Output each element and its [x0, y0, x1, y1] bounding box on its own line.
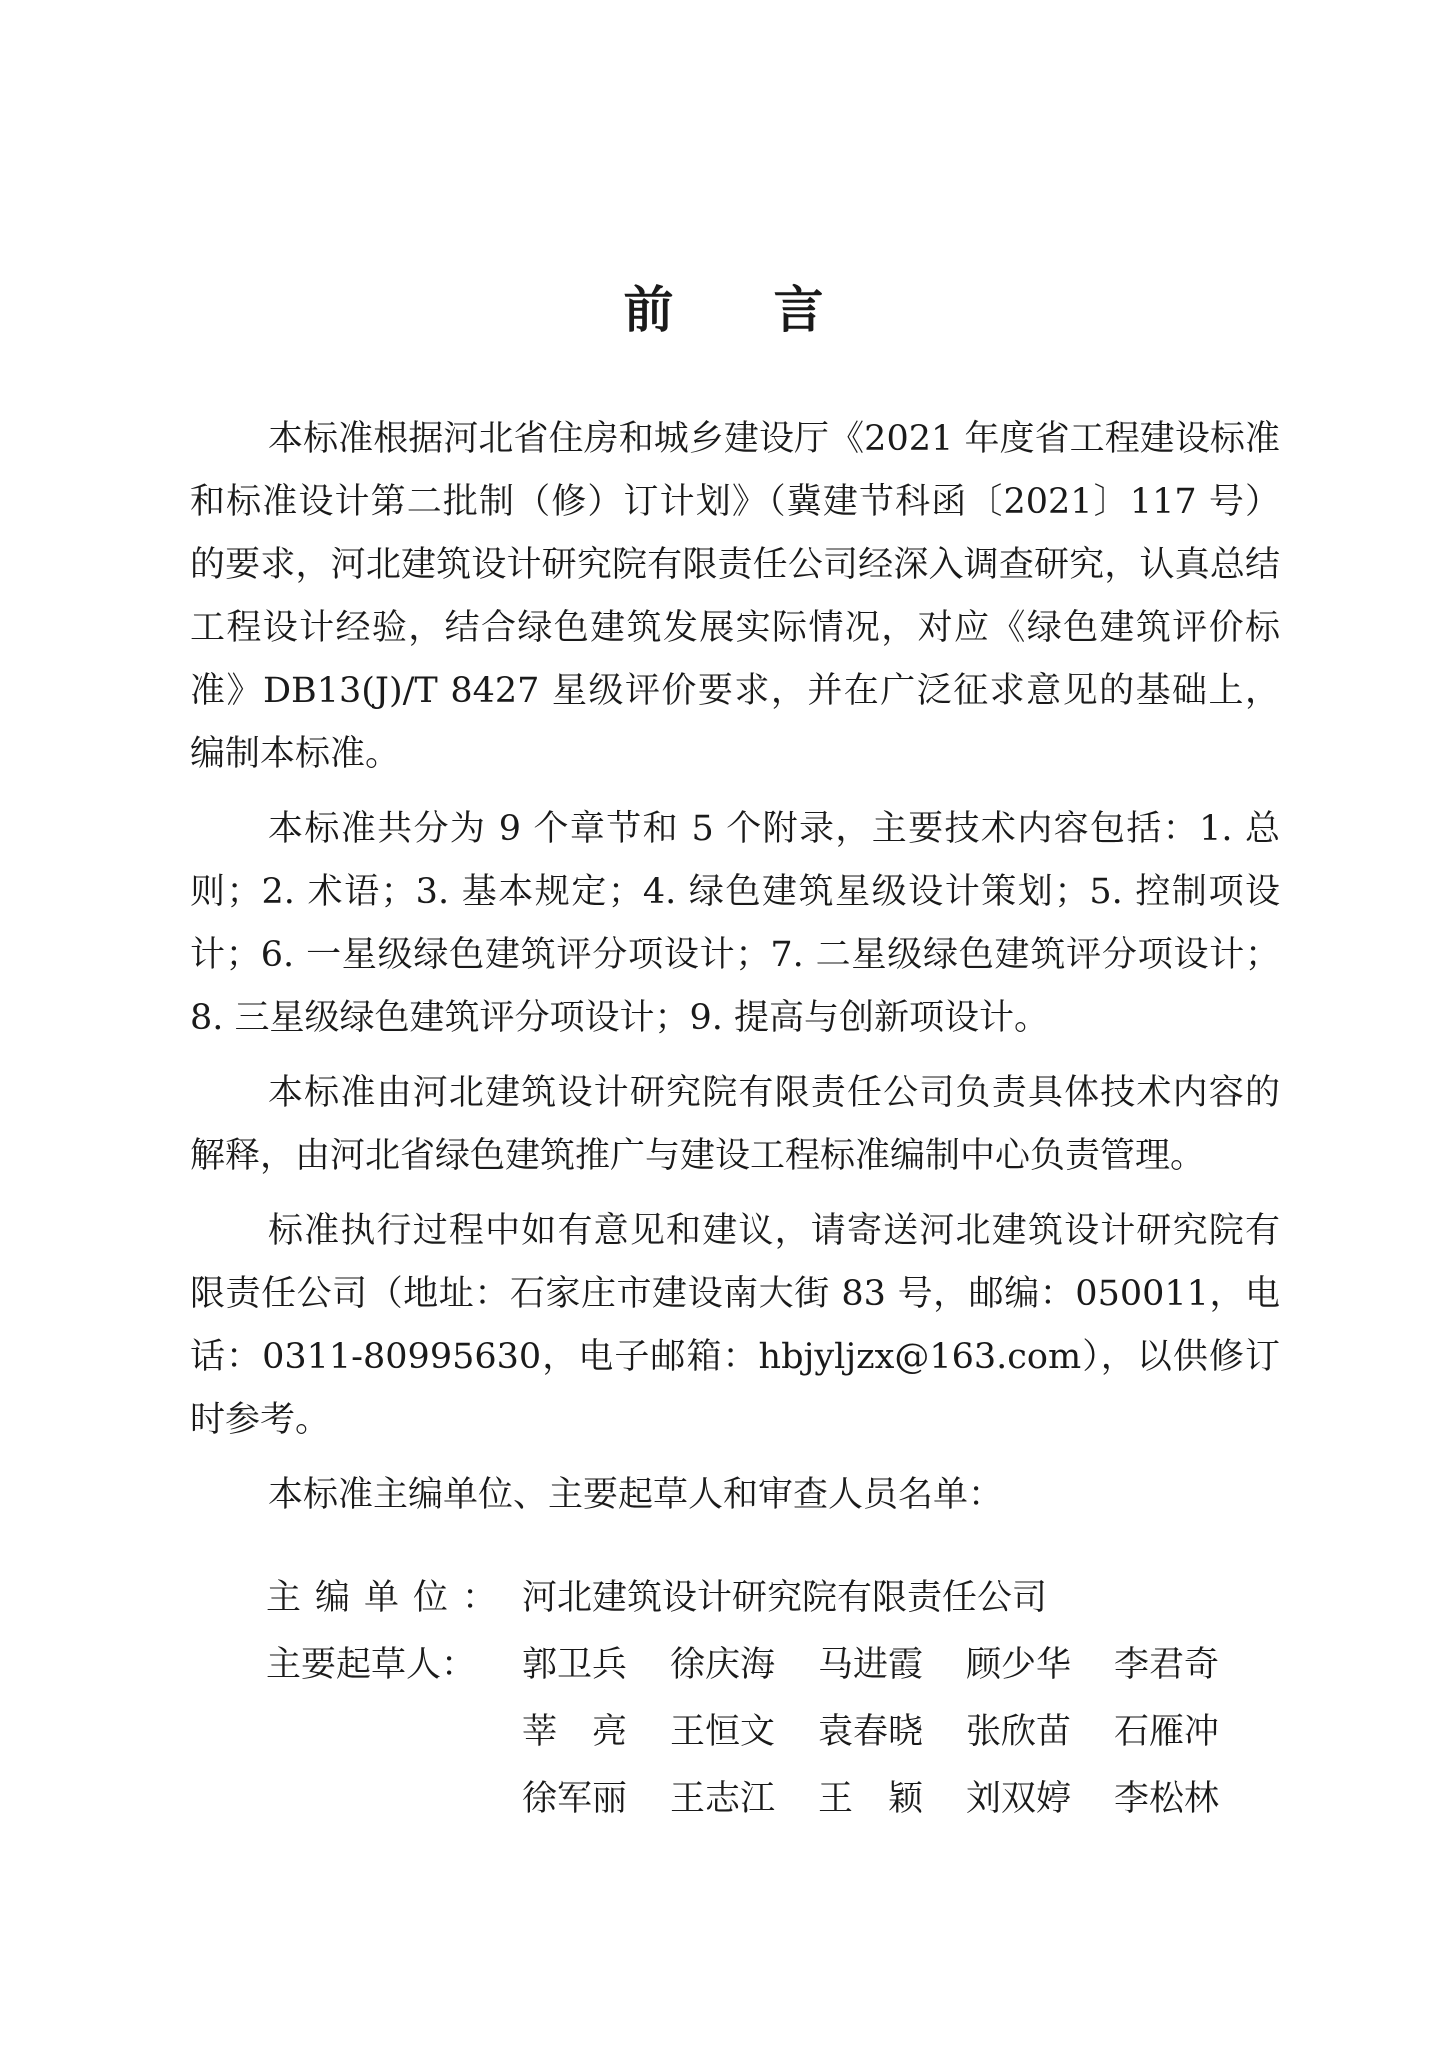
drafter-name: 郭卫兵 — [522, 1645, 628, 1685]
drafter-name: 马进霞 — [818, 1645, 924, 1685]
staff-list — [266, 1565, 1286, 1833]
drafters-label-spacer — [266, 1766, 522, 1833]
drafter-name: 王 颖 — [818, 1779, 924, 1819]
drafters-label-spacer — [266, 1699, 522, 1766]
drafter-names — [522, 1699, 1286, 1766]
drafter-names — [522, 1766, 1286, 1833]
drafters-row — [266, 1632, 1286, 1699]
preface-body — [190, 408, 1280, 1541]
drafters-label: 主要起草人： — [266, 1645, 477, 1685]
drafter-name: 张欣苗 — [966, 1712, 1072, 1752]
drafter-name: 徐军丽 — [522, 1779, 628, 1819]
drafter-name: 徐庆海 — [670, 1645, 776, 1685]
paragraph-contents: 本标准共分为 9 个章节和 5 个附录，主要技术内容包括：1. 总则；2. 术语；3. 基本规定；4. 绿色建筑星级设计策划；5. 控制项设计；6. 一星级绿色建筑评分项设计；7. 二星级绿色建筑评分项设计；8. 三星级绿色建筑评分项设计；9. 提高与创新项设计。 — [190, 809, 1280, 1038]
drafter-name: 王志江 — [670, 1779, 776, 1819]
drafter-name: 顾少华 — [966, 1645, 1072, 1685]
drafter-names — [522, 1632, 1286, 1699]
drafter-name: 石雁冲 — [1114, 1712, 1220, 1752]
drafter-name: 莘 亮 — [522, 1712, 628, 1752]
paragraph-interpretation: 本标准由河北建筑设计研究院有限责任公司负责具体技术内容的解释，由河北省绿色建筑推广与建设工程标准编制中心负责管理。 — [190, 1073, 1280, 1176]
drafter-name: 李松林 — [1114, 1779, 1220, 1819]
drafters-row — [266, 1699, 1286, 1766]
drafter-name: 王恒文 — [670, 1712, 776, 1752]
drafter-name: 刘双婷 — [966, 1779, 1072, 1819]
page-title: 前言 — [623, 280, 924, 339]
drafter-name: 李君奇 — [1114, 1645, 1220, 1685]
drafters-row — [266, 1766, 1286, 1833]
chief-unit-value: 河北建筑设计研究院有限责任公司 — [522, 1578, 1048, 1618]
drafter-name: 袁春晓 — [818, 1712, 924, 1752]
chief-unit-row — [266, 1565, 1286, 1632]
paragraph-staff-intro: 本标准主编单位、主要起草人和审查人员名单： — [268, 1475, 1004, 1515]
paragraph-basis: 本标准根据河北省住房和城乡建设厅《2021 年度省工程建设标准和标准设计第二批制（修）订计划》（冀建节科函〔2021〕117 号）的要求，河北建筑设计研究院有限责任公司经深入调查研究，认真总结工程设计经验，结合绿色建筑发展实际情况，对应《绿色建筑评价标准》DB13(J)/T 8427 星级评价要求，并在广泛征求意见的基础上，编制本标准。 — [190, 419, 1280, 774]
paragraph-feedback: 标准执行过程中如有意见和建议，请寄送河北建筑设计研究院有限责任公司（地址：石家庄市建设南大街 83 号，邮编：050011，电话：0311-80995630，电子邮箱：hbjyljzx@163.com），以供修订时参考。 — [190, 1211, 1280, 1440]
chief-unit-label: 主编单位： — [266, 1578, 512, 1618]
